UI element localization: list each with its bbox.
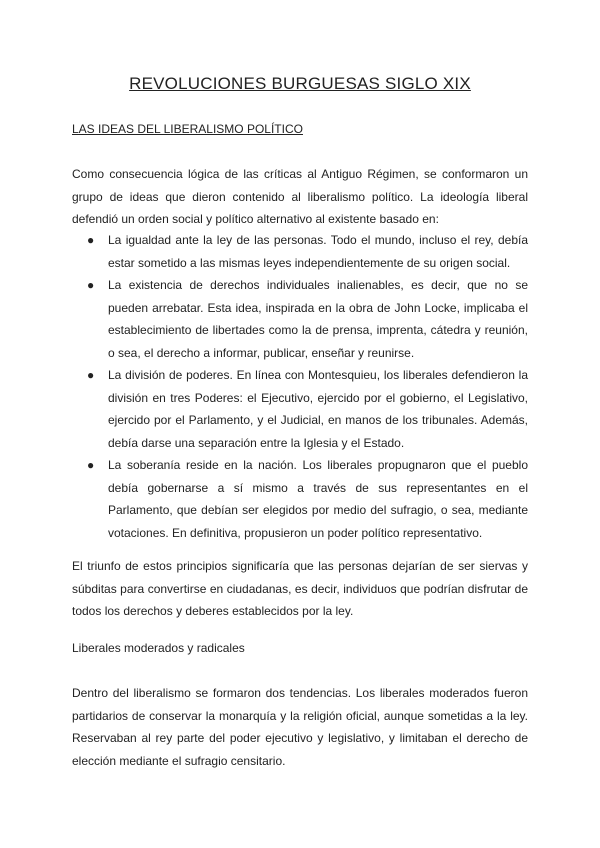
bullet-icon: ●	[87, 278, 95, 292]
list-item	[72, 364, 528, 454]
principles-list	[72, 229, 528, 544]
section-heading: LAS IDEAS DEL LIBERALISMO POLÍTICO	[72, 122, 303, 136]
page-title: REVOLUCIONES BURGUESAS SIGLO XIX	[129, 74, 471, 93]
bullet-icon: ●	[87, 458, 95, 472]
conclusion-paragraph: El triunfo de estos principios significaría que las personas dejarían de ser siervas y súbditas para convertirse en ciudadanas, es decir, individuos que podrían disfrutar de todos los derechos y deberes establecidos por la ley.	[72, 559, 528, 618]
moderados-paragraph: Dentro del liberalismo se formaron dos tendencias. Los liberales moderados fueron partidarios de conservar la monarquía y la religión oficial, aunque sometidas a la ley. Reservaban al rey parte del poder ejecutivo y legislativo, y limitaban el derecho de elección mediante el sufragio censitario.	[72, 686, 528, 768]
bullet-icon: ●	[87, 368, 95, 382]
list-item-text: La soberanía reside en la nación. Los liberales propugnaron que el pueblo debía gobernarse a sí mismo a través de sus representantes en el Parlamento, que debían ser elegidos por medio del sufragio, o sea, mediante votaciones. En definitiva, propusieron un poder político representativo.	[108, 458, 528, 540]
list-item-text: La división de poderes. En línea con Montesquieu, los liberales defendieron la división en tres Poderes: el Ejecutivo, ejercido por el gobierno, el Legislativo, ejercido por el Parlamento, y el Judicial, en manos de los tribunales. Además, debía darse una separación entre la Iglesia y el Estado.	[108, 368, 528, 450]
list-item	[72, 229, 528, 274]
list-item	[72, 274, 528, 364]
list-item-text: La existencia de derechos individuales inalienables, es decir, que no se pueden arrebatar. Esta idea, inspirada en la obra de John Locke, implicaba el establecimiento de libertades como la de prensa, imprenta, cátedra y reunión, o sea, el derecho a informar, publicar, enseñar y reunirse.	[108, 278, 528, 360]
bullet-icon: ●	[87, 233, 95, 247]
list-item	[72, 454, 528, 544]
intro-paragraph: Como consecuencia lógica de las críticas al Antiguo Régimen, se conformaron un grupo de ideas que dieron contenido al liberalismo político. La ideología liberal defendió un orden social y político alternativo al existente basado en:	[72, 167, 528, 226]
list-item-text: La igualdad ante la ley de las personas. Todo el mundo, incluso el rey, debía estar sometido a las mismas leyes independientemente de su origen social.	[108, 233, 528, 270]
subheading: Liberales moderados y radicales	[72, 641, 245, 655]
